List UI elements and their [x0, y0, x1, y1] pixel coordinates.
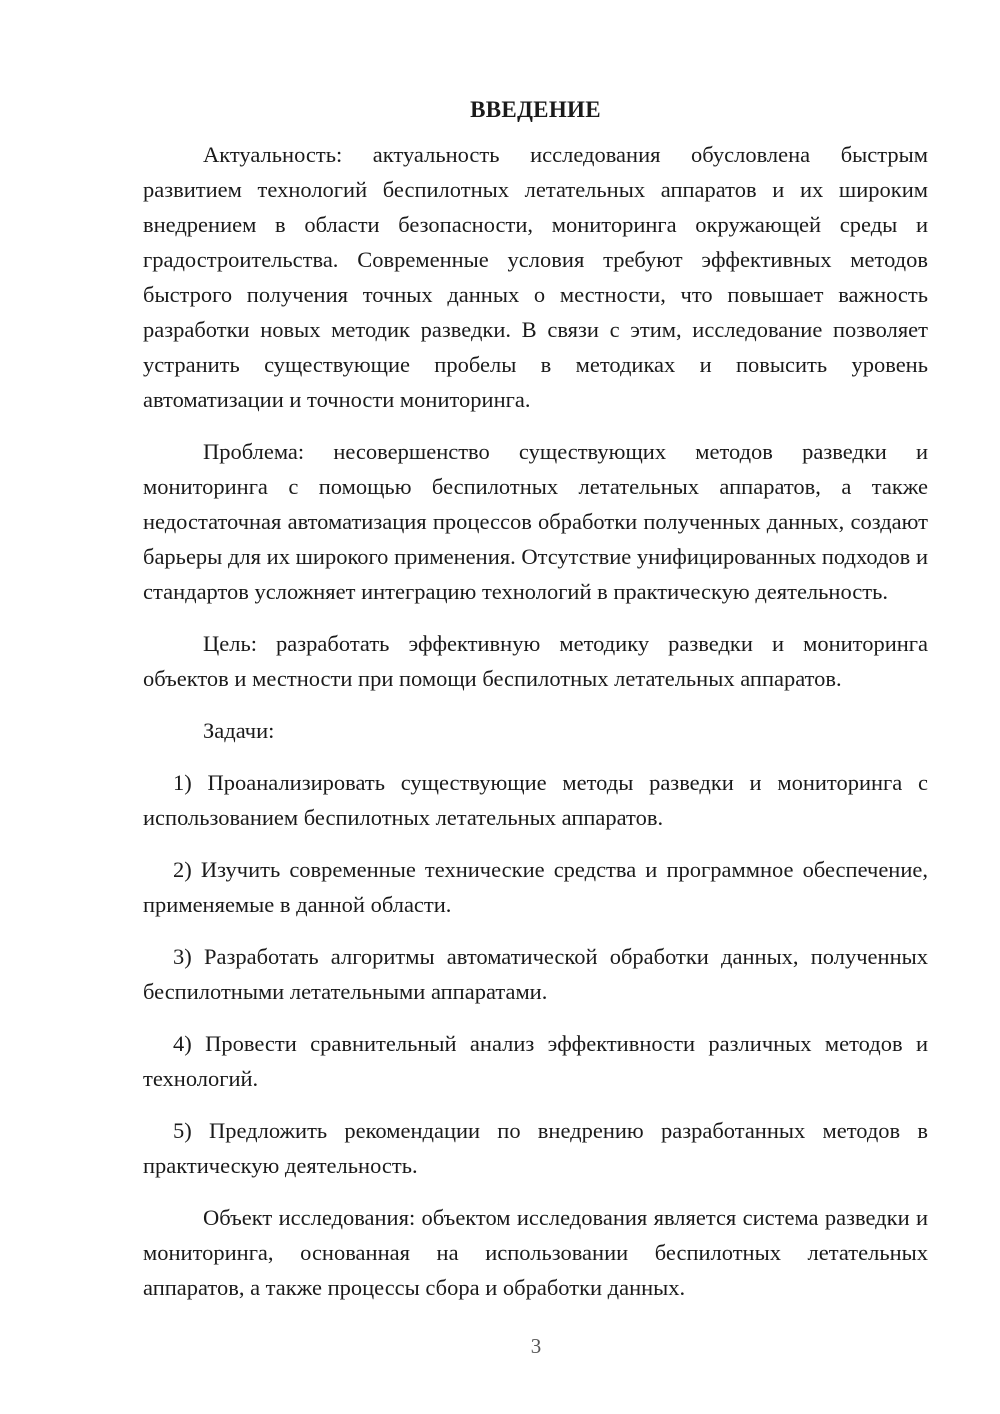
task-item-2: 2) Изучить современные технические средства и программное обеспечение, применяемые в данной области. — [143, 857, 928, 917]
document-body — [143, 95, 928, 1322]
paragraph-object: Объект исследования: объектом исследования является система разведки и мониторинга, основанная на использовании беспилотных летательных аппаратов, а также процессы сбора и обработки данных. — [143, 1205, 928, 1300]
tasks-label: Задачи: — [203, 718, 275, 743]
paragraph-goal: Цель: разработать эффективную методику разведки и мониторинга объектов и местности при помощи беспилотных летательных аппаратов. — [143, 631, 928, 691]
task-item-1: 1) Проанализировать существующие методы разведки и мониторинга с использованием беспилотных летательных аппаратов. — [143, 770, 928, 830]
task-item-3: 3) Разработать алгоритмы автоматической обработки данных, полученных беспилотными летательными аппаратами. — [143, 944, 928, 1004]
task-item-5: 5) Предложить рекомендации по внедрению разработанных методов в практическую деятельность. — [143, 1118, 928, 1178]
paragraph-problem: Проблема: несовершенство существующих методов разведки и мониторинга с помощью беспилотных летательных аппаратов, а также недостаточная автоматизация процессов обработки полученных данных, создают барьеры для их широкого применения. Отсутствие унифицированных подходов и стандартов усложняет интеграцию технологий в практическую деятельность. — [143, 439, 928, 604]
task-item-4: 4) Провести сравнительный анализ эффективности различных методов и технологий. — [143, 1031, 928, 1091]
section-heading: ВВЕДЕНИЕ — [470, 97, 601, 122]
page-number: 3 — [530, 1334, 542, 1358]
paragraph-relevance: Актуальность: актуальность исследования обусловлена быстрым развитием технологий беспилотных летательных аппаратов и их широким внедрением в области безопасности, мониторинга окружающей среды и градостроительства. Современные условия требуют эффективных методов быстрого получения точных данных о местности, что повышает важность разработки новых методик разведки. В связи с этим, исследование позволяет устранить существующие пробелы в методиках и повысить уровень автоматизации и точности мониторинга. — [143, 142, 928, 412]
